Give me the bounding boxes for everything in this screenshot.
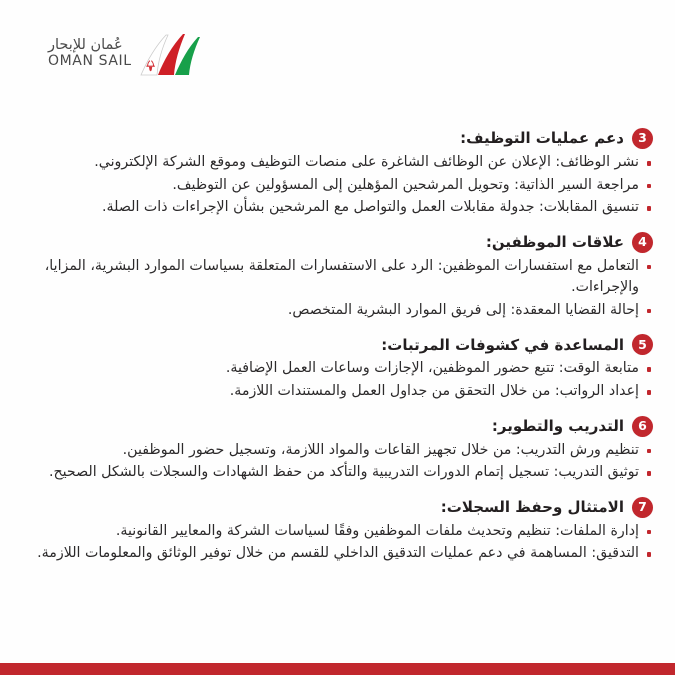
list-item: تنظيم ورش التدريب: من خلال تجهيز القاعات والمواد اللازمة، وتسجيل حضور الموظفين. (22, 440, 653, 462)
section-title: علاقات الموظفين: (485, 232, 624, 251)
list-item: إحالة القضايا المعقدة: إلى فريق الموارد البشرية المتخصص. (22, 300, 653, 322)
section-7 (22, 497, 653, 565)
section-6-list (22, 440, 653, 484)
list-item: التدقيق: المساهمة في دعم عمليات التدقيق الداخلي للقسم من خلال توفير الوثائق والمعلومات اللازمة. (22, 543, 653, 565)
section-title: دعم عمليات التوظيف: (460, 129, 624, 148)
sections-container (22, 128, 653, 578)
section-title: المساعدة في كشوفات المرتبات: (381, 335, 624, 354)
list-item: إعداد الرواتب: من خلال التحقق من جداول العمل والمستندات اللازمة. (22, 381, 653, 403)
logo-arabic-text: عُمان للإبحار (48, 36, 123, 53)
section-7-list (22, 521, 653, 565)
section-5-heading (22, 334, 653, 355)
section-title: التدريب والتطوير: (491, 416, 624, 435)
section-number-badge: 7 (632, 497, 653, 518)
list-item: نشر الوظائف: الإعلان عن الوظائف الشاغرة على منصات التوظيف وموقع الشركة الإلكتروني. (22, 152, 653, 174)
oman-sail-sails-logo-icon (138, 31, 204, 77)
section-number-badge: 5 (632, 334, 653, 355)
section-3-heading (22, 128, 653, 149)
footer-accent-bar (0, 663, 675, 675)
list-item: مراجعة السير الذاتية: وتحويل المرشحين المؤهلين إلى المسؤولين عن التوظيف. (22, 175, 653, 197)
section-5-list (22, 358, 653, 402)
section-6-heading (22, 416, 653, 437)
section-3-list (22, 152, 653, 219)
section-4-list (22, 256, 653, 322)
section-number-badge: 4 (632, 232, 653, 253)
logo-english-text: OMAN SAIL (48, 53, 132, 70)
section-number-badge: 3 (632, 128, 653, 149)
list-item: توثيق التدريب: تسجيل إتمام الدورات التدريبية والتأكد من حفظ الشهادات والسجلات بالشكل الصحيح. (22, 462, 653, 484)
section-5 (22, 334, 653, 402)
section-3 (22, 128, 653, 219)
section-7-heading (22, 497, 653, 518)
section-number-badge: 6 (632, 416, 653, 437)
section-4-heading (22, 232, 653, 253)
list-item: متابعة الوقت: تتبع حضور الموظفين، الإجازات وساعات العمل الإضافية. (22, 358, 653, 380)
section-4 (22, 232, 653, 322)
list-item: تنسيق المقابلات: جدولة مقابلات العمل والتواصل مع المرشحين بشأن الإجراءات ذات الصلة. (22, 197, 653, 219)
section-6 (22, 416, 653, 484)
logo-wordmark (48, 38, 132, 71)
list-item: التعامل مع استفسارات الموظفين: الرد على الاستفسارات المتعلقة بسياسات الموارد البشرية، المزايا، والإجراءات. (22, 256, 653, 299)
list-item: إدارة الملفات: تنظيم وتحديث ملفات الموظفين وفقًا لسياسات الشركة والمعايير القانونية. (22, 521, 653, 543)
brand-header (48, 28, 248, 80)
section-title: الامتثال وحفظ السجلات: (440, 497, 624, 516)
